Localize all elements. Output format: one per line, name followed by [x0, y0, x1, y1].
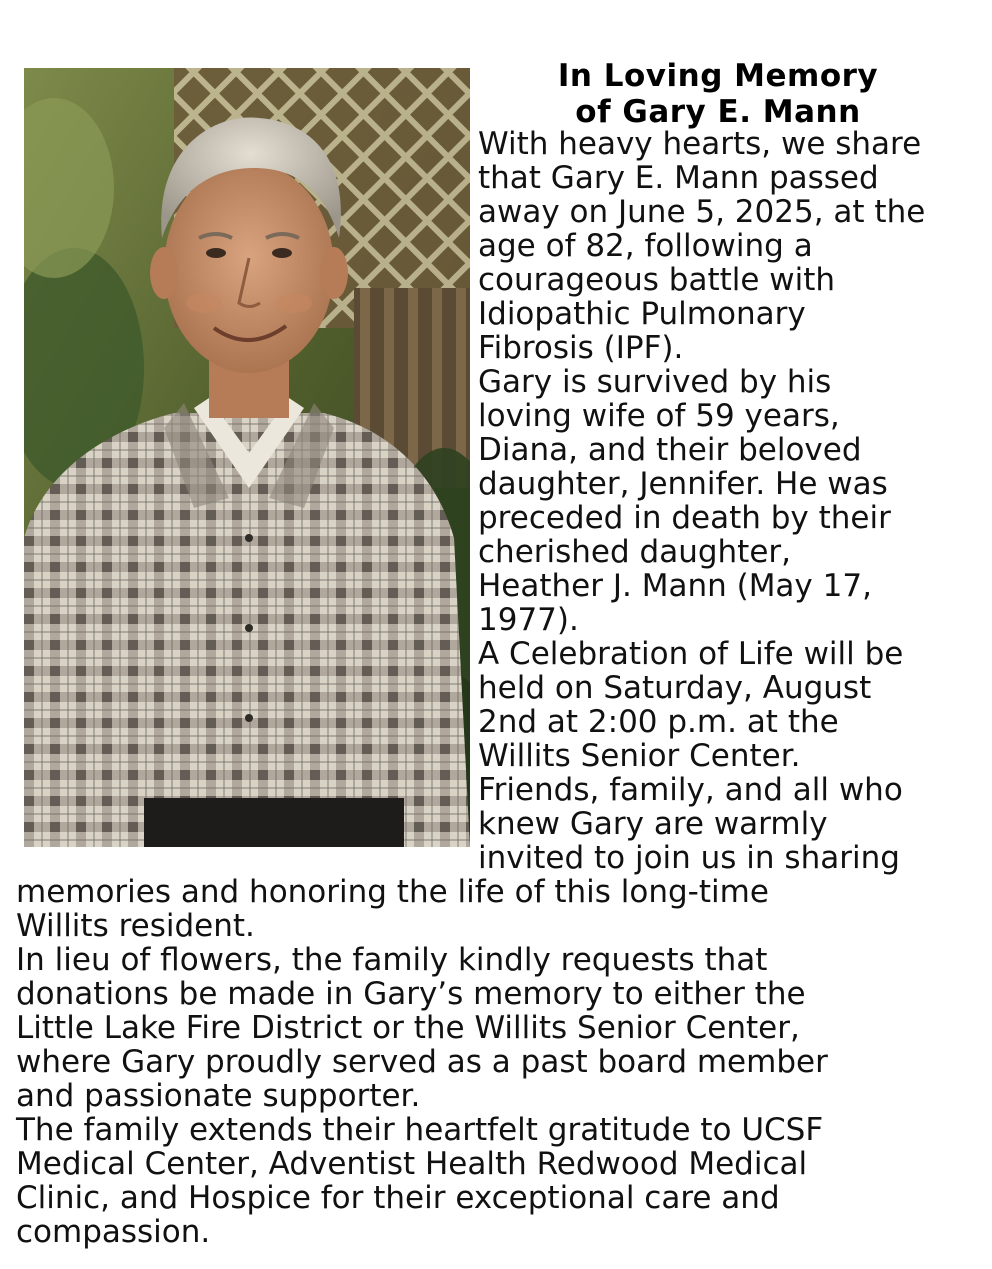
- title-line-2: of Gary E. Mann: [575, 94, 861, 130]
- body-line: Fibrosis (IPF).: [478, 330, 684, 366]
- body-line: where Gary proudly served as a past board member: [16, 1044, 828, 1080]
- portrait-photo: [24, 68, 470, 847]
- body-line: donations be made in Gary’s memory to either the: [16, 976, 806, 1012]
- body-line: Willits Senior Center.: [478, 738, 801, 774]
- body-line: Idiopathic Pulmonary: [478, 296, 806, 332]
- body-line: age of 82, following a: [478, 228, 813, 264]
- body-line: held on Saturday, August: [478, 670, 872, 706]
- body-line: Friends, family, and all who: [478, 772, 903, 808]
- body-line: invited to join us in sharing: [478, 840, 900, 876]
- body-line: The family extends their heartfelt gratitude to UCSF: [16, 1112, 824, 1148]
- body-line: daughter, Jennifer. He was: [478, 466, 888, 502]
- body-line: Willits resident.: [16, 908, 255, 944]
- body-line: 2nd at 2:00 p.m. at the: [478, 704, 839, 740]
- body-line: loving wife of 59 years,: [478, 398, 840, 434]
- body-line: Gary is survived by his: [478, 364, 832, 400]
- portrait-photo-image: [24, 68, 470, 847]
- title-line-1: In Loving Memory: [557, 58, 879, 94]
- body-line: 1977).: [478, 602, 579, 638]
- body-line: Clinic, and Hospice for their exceptional care and: [16, 1180, 780, 1216]
- body-line: memories and honoring the life of this long-time: [16, 874, 769, 910]
- body-line: Little Lake Fire District or the Willits Senior Center,: [16, 1010, 800, 1046]
- body-line: and passionate supporter.: [16, 1078, 421, 1114]
- body-line: preceded in death by their: [478, 500, 891, 536]
- body-line: Medical Center, Adventist Health Redwood Medical: [16, 1146, 808, 1182]
- body-line: courageous battle with: [478, 262, 836, 298]
- body-line: knew Gary are warmly: [478, 806, 828, 842]
- body-line: cherished daughter,: [478, 534, 791, 570]
- body-line: that Gary E. Mann passed: [478, 160, 879, 196]
- body-line: Diana, and their beloved: [478, 432, 862, 468]
- body-line: away on June 5, 2025, at the: [478, 194, 926, 230]
- body-line: In lieu of flowers, the family kindly requests that: [16, 942, 768, 978]
- body-line: With heavy hearts, we share: [478, 126, 922, 162]
- obituary-title: [478, 58, 958, 130]
- body-line: compassion.: [16, 1214, 211, 1250]
- body-line: Heather J. Mann (May 17,: [478, 568, 872, 604]
- body-line: A Celebration of Life will be: [478, 636, 904, 672]
